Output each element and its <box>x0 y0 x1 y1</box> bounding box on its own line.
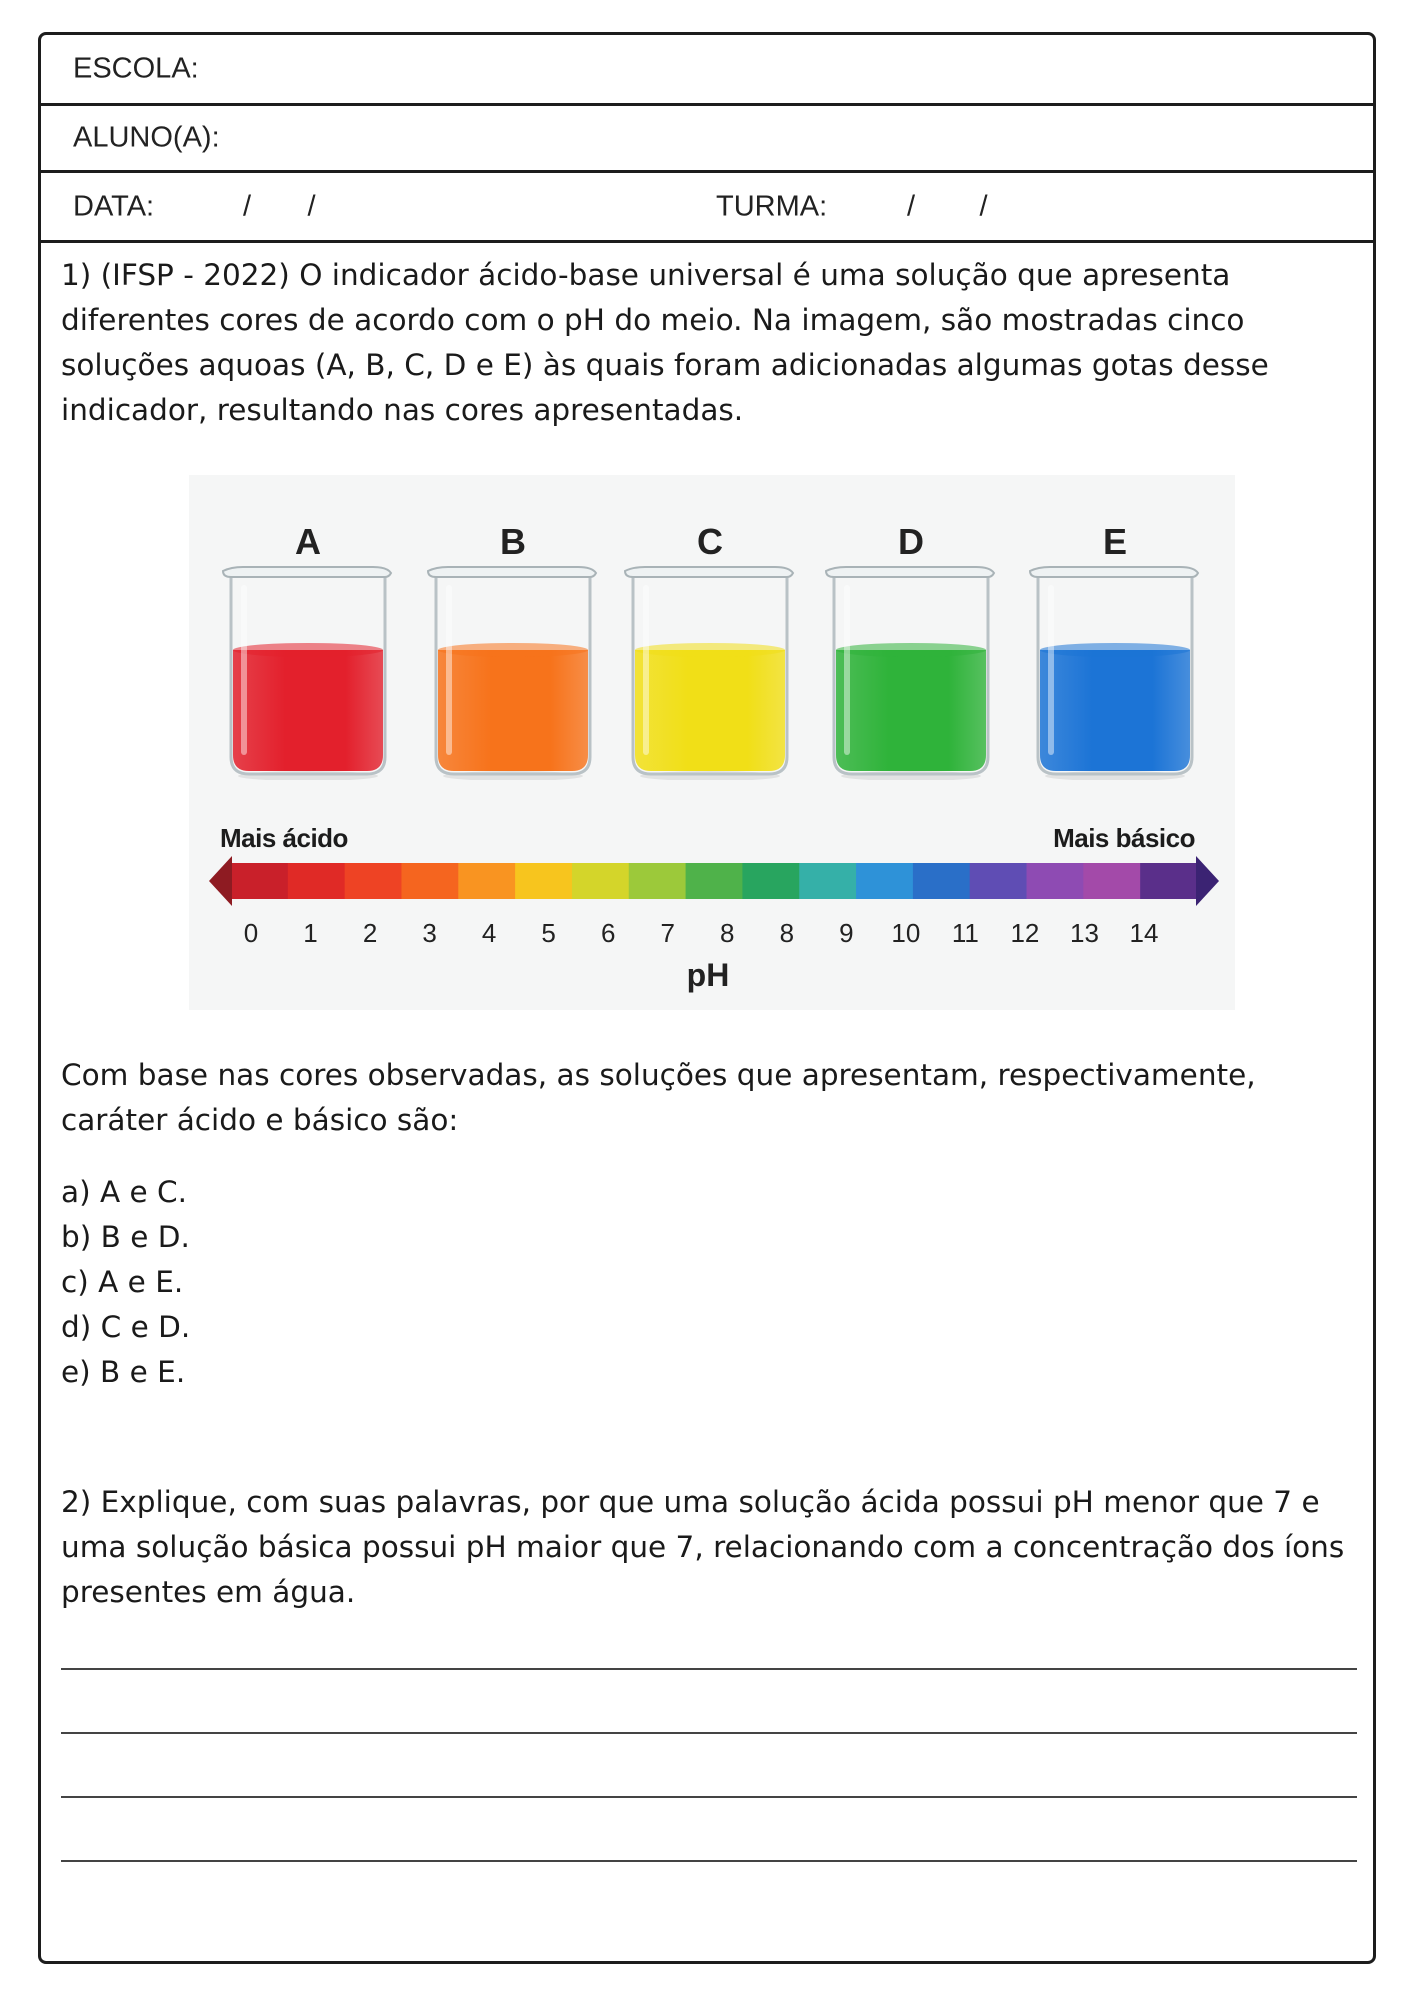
scale-segment <box>458 863 515 899</box>
option-b: b) B e D. <box>61 1220 190 1254</box>
escola-label: ESCOLA: <box>73 52 199 85</box>
ph-tick-label: 0 <box>243 918 259 948</box>
beaker-label-b: B <box>500 521 526 562</box>
scale-segment <box>970 863 1027 899</box>
turma-slashes: / / <box>907 190 988 222</box>
scale-segment <box>231 863 288 899</box>
scale-segment <box>401 863 458 899</box>
ph-indicator-figure <box>189 475 1235 1010</box>
ph-tick-label: 8 <box>720 918 735 948</box>
answer-line[interactable] <box>61 1732 1357 1734</box>
scale-segment <box>1027 863 1084 899</box>
ph-tick-label: 6 <box>600 918 616 948</box>
ph-tick-label: 14 <box>1129 918 1159 948</box>
arrow-left-head <box>209 856 232 906</box>
scale-segment <box>288 863 345 899</box>
beaker-label-a: A <box>295 521 321 562</box>
question-1-text: 1) (IFSP - 2022) O indicador ácido-base universal é uma solução que apresenta diferentes cores de acordo com o pH do meio. Na imagem, são mostradas cinco soluções aquoas (A, B, C, D e E) às quais foram adicionadas algumas gotas desse indicador, resultando nas cores apresentadas. <box>61 258 1269 427</box>
option-e: e) B e E. <box>61 1355 186 1389</box>
ph-tick-label: 5 <box>541 918 556 948</box>
answer-line[interactable] <box>61 1860 1357 1862</box>
ph-tick-label: 12 <box>1010 918 1040 948</box>
scale-segment <box>572 863 629 899</box>
beaker-label-c: C <box>697 521 723 562</box>
beaker-d <box>822 555 1000 780</box>
scale-segment <box>799 863 856 899</box>
data-label: DATA: <box>73 190 155 222</box>
ph-scale-arrow <box>209 856 1219 906</box>
aluno-row <box>41 106 1373 173</box>
beaker-c <box>621 555 799 780</box>
ph-tick-label: 4 <box>481 918 497 948</box>
beaker-label-d: D <box>898 521 924 562</box>
ph-axis-label: pH <box>686 957 730 993</box>
data-slashes: / / <box>243 190 316 222</box>
scale-segment <box>913 863 970 899</box>
answer-line[interactable] <box>61 1668 1357 1670</box>
data-row <box>41 173 1373 243</box>
scale-segment <box>515 863 572 899</box>
ph-tick-label: 13 <box>1069 918 1099 948</box>
ph-tick-label: 1 <box>303 918 318 948</box>
ph-tick-label: 8 <box>779 918 795 948</box>
scale-segment <box>1140 863 1197 899</box>
ph-tick-label: 11 <box>951 918 979 948</box>
option-a: a) A e C. <box>61 1175 188 1209</box>
more-basic-label: Mais básico <box>1053 823 1195 853</box>
scale-segment <box>686 863 743 899</box>
ph-tick-label: 7 <box>660 918 675 948</box>
aluno-label: ALUNO(A): <box>73 121 220 154</box>
more-acidic-label: Mais ácido <box>220 823 348 853</box>
turma-label: TURMA: <box>716 190 828 222</box>
beaker-b <box>424 555 602 780</box>
ph-tick-label: 2 <box>362 918 378 948</box>
ph-tick-label: 10 <box>891 918 921 948</box>
scale-segment <box>629 863 686 899</box>
ph-tick-label: 3 <box>422 918 437 948</box>
scale-segment <box>742 863 799 899</box>
scale-segment <box>345 863 402 899</box>
scale-segment <box>856 863 913 899</box>
beaker-e <box>1026 555 1204 780</box>
worksheet <box>38 32 1376 1964</box>
beaker-a <box>219 555 397 780</box>
escola-row <box>41 35 1373 106</box>
answer-line[interactable] <box>61 1796 1357 1798</box>
beaker-label-e: E <box>1102 521 1128 562</box>
question-2-text: 2) Explique, com suas palavras, por que uma solução ácida possui pH menor que 7 e uma solução básica possui pH maior que 7, relacionando com a concentração dos íons presentes em água. <box>61 1485 1345 1609</box>
arrow-right-head <box>1196 856 1219 906</box>
option-c: c) A e E. <box>61 1265 184 1299</box>
option-d: d) C e D. <box>61 1310 191 1344</box>
question-1-prompt: Com base nas cores observadas, as soluções que apresentam, respectivamente, caráter ácido e básico são: <box>61 1058 1256 1137</box>
ph-tick-label: 9 <box>839 918 854 948</box>
scale-segment <box>1083 863 1140 899</box>
